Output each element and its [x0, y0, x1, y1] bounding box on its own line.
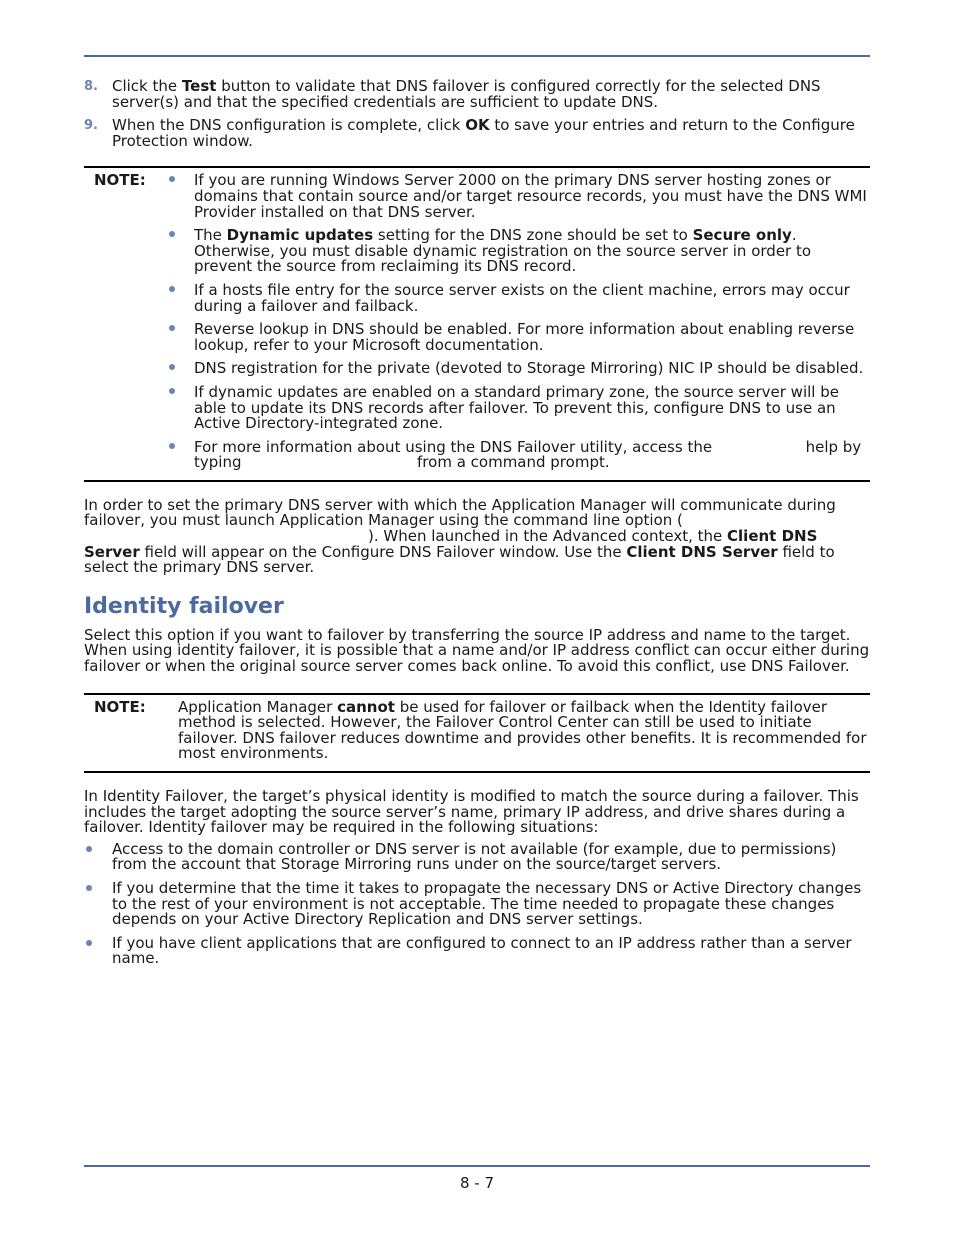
text-run: If you have client applications that are configured to connect to an IP address rather than a server name. [112, 933, 852, 968]
bold-term: Dynamic updates [226, 226, 374, 245]
bullet-dot-icon [86, 885, 92, 891]
paragraph-client-dns [84, 495, 870, 577]
text-run: For more information about using the DNS Failover utility, access the [194, 437, 717, 456]
bold-term: OK [465, 116, 490, 135]
text-run: If you are running Windows Server 2000 on the primary DNS server hosting zones or domains that contain source and/or target resource records, you must have the DNS WMI Provider installed on that DNS server. [194, 171, 867, 221]
text-run: field to select the primary DNS server. [84, 542, 835, 577]
bold-term: Client DNS Server [626, 542, 778, 561]
bullet-dot-icon [86, 846, 92, 852]
note-bullet-list [84, 173, 870, 471]
bullet-dot-icon [86, 940, 92, 946]
bullet-dot-icon [169, 176, 175, 182]
text-run: ). When launched in the Advanced context, the [368, 527, 728, 546]
note-box-dns [84, 166, 870, 482]
step-number: 9. [84, 118, 98, 134]
text-run: setting for the DNS zone should be set to [373, 226, 693, 245]
footer-rule [84, 1165, 870, 1167]
bullet-dot-icon [169, 286, 175, 292]
bold-term: cannot [337, 697, 395, 716]
section-heading-identity-failover: Identity failover [84, 593, 284, 619]
header-rule [84, 55, 870, 57]
bold-term: Test [181, 77, 217, 95]
bold-term: Secure only [692, 226, 792, 245]
paragraph-identity-intro [84, 625, 870, 676]
note-label: NOTE: [94, 697, 146, 716]
bullet-dot-icon [169, 443, 175, 449]
situation-bullet-list [84, 839, 870, 968]
bullet-dot-icon [169, 364, 175, 370]
text-run: field will appear on the Configure DNS Failover window. Use the [139, 542, 627, 561]
text-run: If you determine that the time it takes to propagate the necessary DNS or Active Directory changes to the rest of your environment is not acceptable. The time needed to propagate these changes depends on your Active Directory Replication and DNS server settings. [112, 878, 862, 929]
note-bullet-item [168, 382, 870, 433]
step-number: 8. [84, 79, 98, 94]
page-number: 8 - 7 [459, 1174, 495, 1192]
note-box-identity [84, 693, 870, 773]
text-run: button to validate that DNS failover is configured correctly for the selected DNS server(s) and that the specified credentials are sufficient to update DNS. [112, 77, 821, 111]
text-run: DNS registration for the private (devoted to Storage Mirroring) NIC IP should be disabled. [194, 359, 864, 378]
numbered-steps [84, 79, 870, 149]
text-run: In order to set the primary DNS server with which the Application Manager will communicate during failover, you must launch Application Manager using the command line option ( [84, 495, 836, 530]
situation-bullet-item [84, 839, 870, 874]
situation-bullet-item [84, 933, 870, 968]
note-bullet-item [168, 228, 870, 275]
paragraph-identity-details [84, 789, 870, 836]
text-run: Click the [112, 77, 182, 95]
text-run: help by typing [194, 437, 862, 472]
bullet-dot-icon [169, 388, 175, 394]
note-bullet-item [168, 322, 870, 353]
note-body [84, 697, 870, 763]
text-run: be used for failover or failback when the Identity failover method is selected. However, the Failover Control Center can still be used to initiate failover. DNS failover reduces downtime and provides other benefits. It is recommended for most environments. [178, 697, 867, 763]
step-item [84, 118, 870, 149]
step-item [84, 79, 870, 110]
text-run: Access to the domain controller or DNS server is not available (for example, due to permissions) from the account that Storage Mirroring runs under on the source/target servers. [112, 839, 837, 874]
note-bullet-item [168, 437, 870, 472]
text-run: If a hosts file entry for the source server exists on the client machine, errors may occur during a failover and failback. [194, 280, 850, 315]
text-run: Select this option if you want to failover by transferring the source IP address and name to the target. When using identity failover, it is possible that a name and/or IP address conflict can occur either during failover or when the original source server comes back online. To avoid this conflict, use DNS Failover. [84, 625, 870, 676]
note-bullet-item [168, 173, 870, 220]
text-run: When the DNS configuration is complete, click [112, 116, 466, 135]
note-label: NOTE: [94, 171, 146, 190]
bold-term: Client DNS Server [84, 527, 818, 561]
text-run: . Otherwise, you must disable dynamic registration on the source server in order to prevent the source from reclaiming its DNS record. [194, 226, 812, 276]
text-run: Reverse lookup in DNS should be enabled. For more information about enabling reverse lookup, refer to your Microsoft documentation. [194, 320, 855, 354]
text-run: from a command prompt. [412, 453, 610, 472]
text-run: In Identity Failover, the target’s physical identity is modified to match the source during a failover. This includes the target adopting the source server’s name, primary IP address, and drive shares during a failover. Identity failover may be required in the following situations: [84, 787, 859, 837]
bullet-dot-icon [169, 231, 175, 237]
note-bullet-item [168, 280, 870, 315]
text-run: to save your entries and return to the Configure Protection window. [112, 116, 855, 150]
situation-bullet-item [84, 878, 870, 929]
text-run: If dynamic updates are enabled on a standard primary zone, the source server will be able to update its DNS records after failover. To prevent this, configure DNS to use an Active Directory-integrated zone. [194, 382, 839, 433]
bullet-dot-icon [169, 325, 175, 331]
text-run: Application Manager [178, 697, 338, 716]
page-content [84, 79, 870, 975]
text-run: The [194, 226, 227, 245]
note-bullet-item [168, 361, 870, 377]
